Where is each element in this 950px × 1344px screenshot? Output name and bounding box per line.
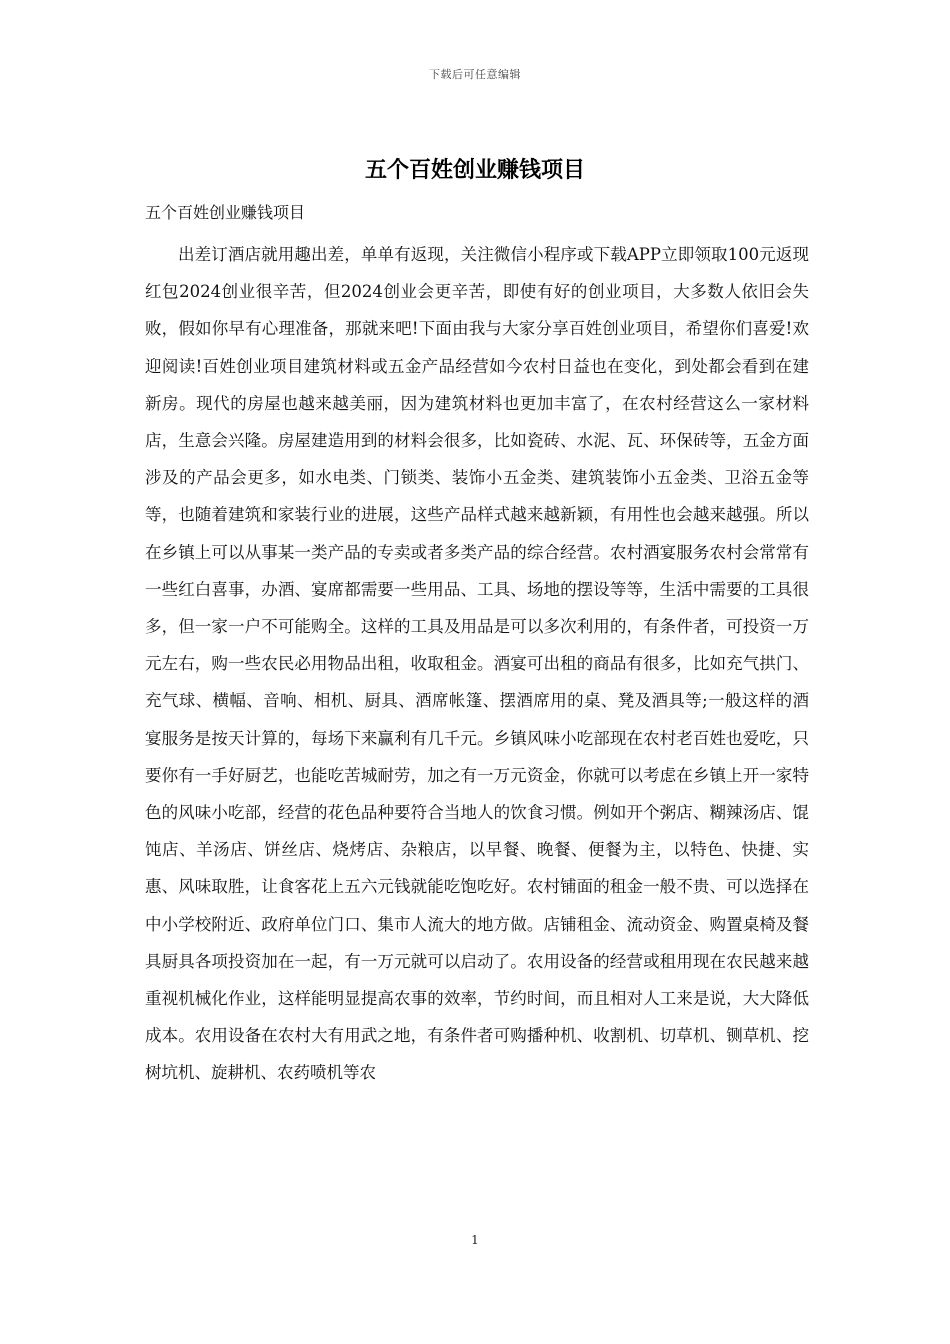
body-paragraph: 出差订酒店就用趣出差，单单有返现，关注微信小程序或下载APP立即领取100元返现红包2024创业很辛苦，但2024创业会更辛苦，即使有好的创业项目，大多数人依旧会失败，假如你早有心理准备，那就来吧!下面由我与大家分享百姓创业项目，希望你们喜爱!欢迎阅读!百姓创业项目建筑材料或五金产品经营如今农村日益也在变化，到处都会看到在建新房。现代的房屋也越来越美丽，因为建筑材料也更加丰富了，在农村经营这么一家材料店，生意会兴隆。房屋建造用到的材料会很多，比如瓷砖、水泥、瓦、环保砖等，五金方面涉及的产品会更多，如水电类、门锁类、装饰小五金类、建筑装饰小五金类、卫浴五金等等，也随着建筑和家装行业的进展，这些产品样式越来越新颖，有用性也会越来越强。所以在乡镇上可以从事某一类产品的专卖或者多类产品的综合经营。农村酒宴服务农村会常常有一些红白喜事，办酒、宴席都需要一些用品、工具、场地的摆设等等，生活中需要的工具很多，但一家一户不可能购全。这样的工具及用品是可以多次利用的，有条件者，可投资一万元左右，购一些农民必用物品出租，收取租金。酒宴可出租的商品有很多，比如充气拱门、充气球、横幅、音响、相机、厨具、酒席帐篷、摆酒席用的桌、凳及酒具等;一般这样的酒宴服务是按天计算的，每场下来赢利有几千元。乡镇风味小吃部现在农村老百姓也爱吃，只要你有一手好厨艺，也能吃苦城耐劳，加之有一万元资金，你就可以考虑在乡镇上开一家特色的风味小吃部，经营的花色品种要符合当地人的饮食习惯。例如开个粥店、糊辣汤店、馄饨店、羊汤店、饼丝店、烧烤店、杂粮店，以早餐、晚餐、便餐为主，以特色、快捷、实惠、风味取胜，让食客花上五六元钱就能吃饱吃好。农村铺面的租金一般不贵、可以选择在中小学校附近、政府单位门口、集市人流大的地方做。店铺租金、流动资金、购置桌椅及餐具厨具各项投资加在一起，有一万元就可以启动了。农用设备的经营或租用现在农民越来越重视机械化作业，这样能明显提高农事的效率，节约时间，而且相对人工来是说，大大降低成本。农用设备在农村大有用武之地，有条件者可购播种机、收割机、切草机、铡草机、挖树坑机、旋耕机、农药喷机等农 bbox=[145, 245, 809, 1083]
header-note: 下载后可任意编辑 bbox=[429, 68, 521, 81]
page-number: 1 bbox=[471, 1233, 479, 1247]
document-title: 五个百姓创业赚钱项目 bbox=[364, 157, 585, 183]
document-subtitle: 五个百姓创业赚钱项目 bbox=[145, 203, 306, 222]
